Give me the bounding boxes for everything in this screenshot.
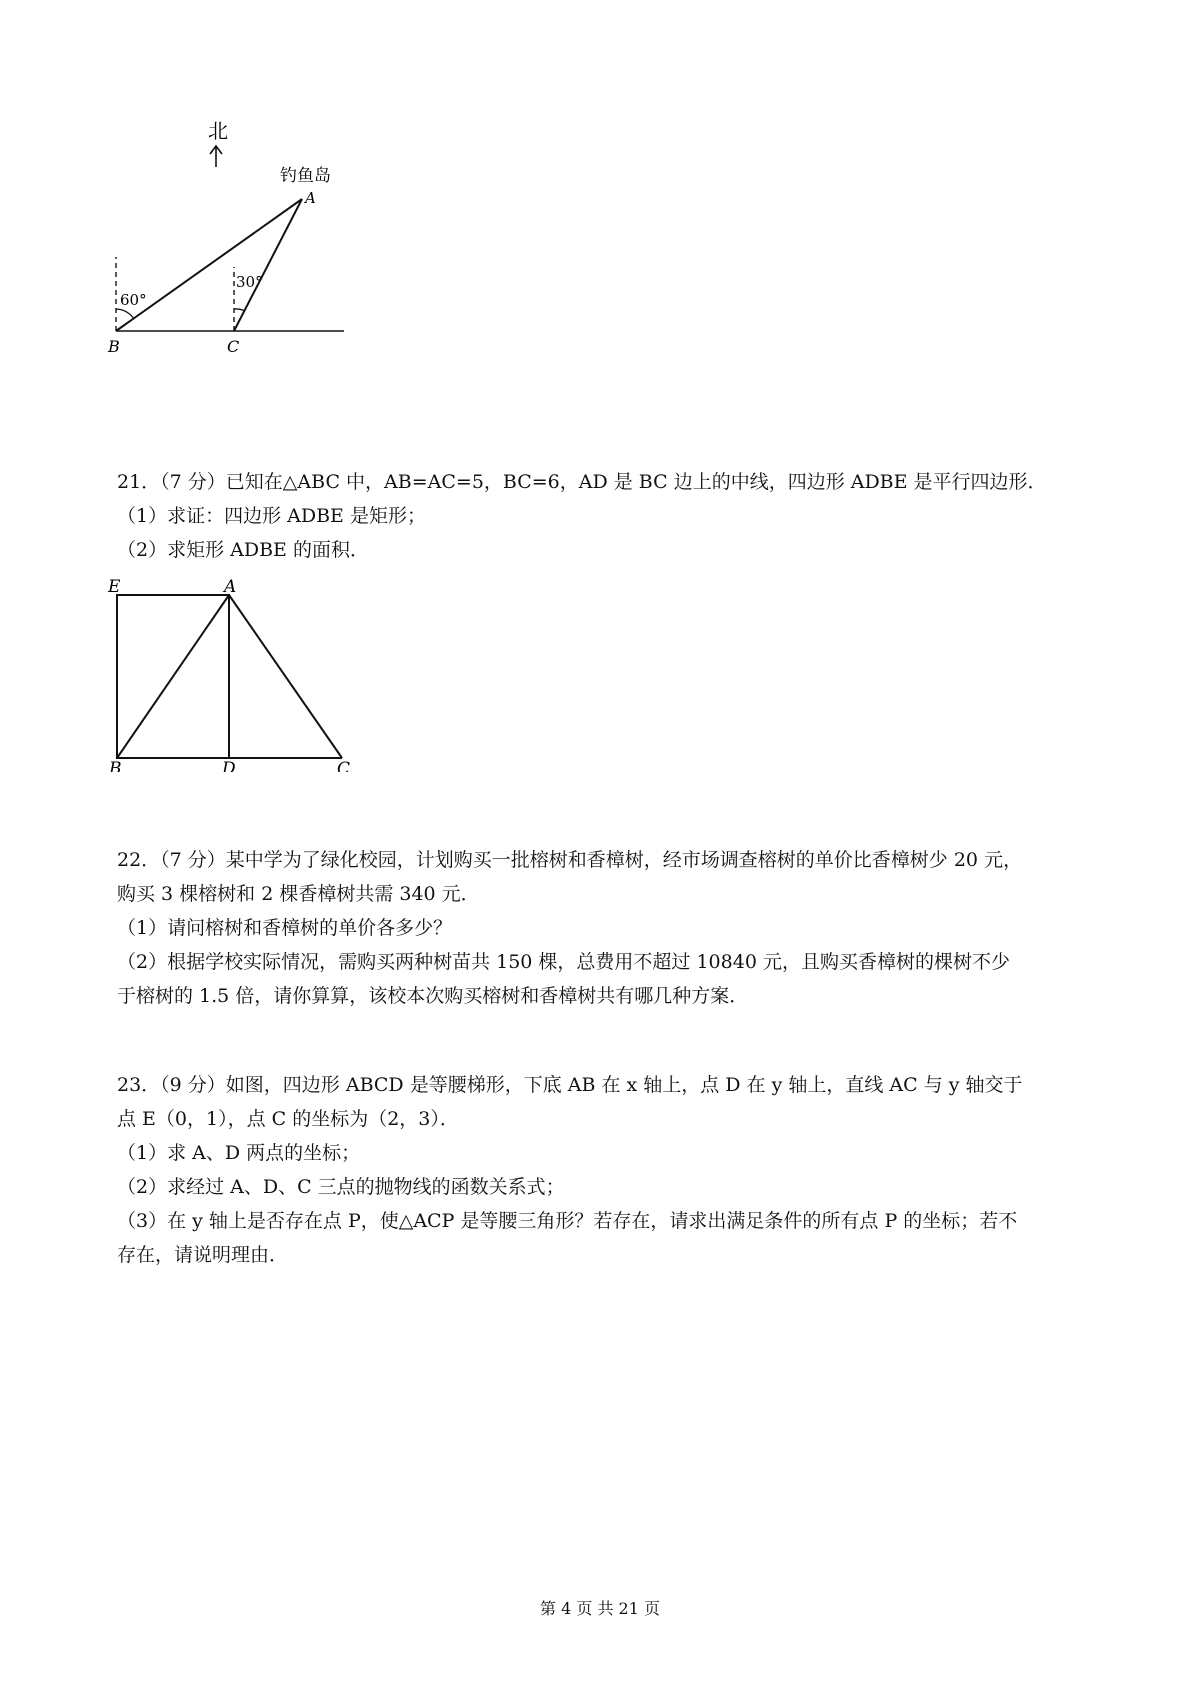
segment-ac (229, 595, 342, 758)
page-footer: 第 4 页 共 21 页 (540, 1599, 660, 1618)
segment-ba (117, 595, 229, 758)
q22-stem-line1: 22．（7 分）某中学为了绿化校园，计划购买一批榕树和香樟树，经市场调查榕树的单价比香樟树少 20 元， (117, 849, 1023, 871)
question-21 (117, 465, 1097, 567)
angle-arc-b (116, 309, 134, 319)
q22-part1: （1）请问榕树和香樟树的单价各多少？ (117, 917, 453, 939)
point-e-label: E (108, 577, 121, 597)
q22-part2-line1: （2）根据学校实际情况，需购买两种树苗共 150 棵，总费用不超过 10840 元，且购买香樟树的棵树不少 (117, 951, 1010, 973)
q21-part1: （1）求证：四边形 ADBE 是矩形； (117, 505, 426, 527)
point-c-label: C (227, 337, 240, 356)
q23-stem-line2: 点 E（0，1），点 C 的坐标为（2，3）． (117, 1108, 459, 1130)
point-a-label: A (305, 189, 316, 207)
figure-diaoyu-island (100, 115, 360, 395)
q21-part2: （2）求矩形 ADBE 的面积． (117, 539, 369, 561)
angle-b-label: 60° (120, 291, 147, 309)
figure-diaoyu-svg (100, 115, 360, 395)
point-c-label: C (337, 759, 351, 772)
point-b-label: B (109, 759, 122, 772)
point-a-label: A (224, 577, 237, 597)
figure-rectangle-svg (100, 572, 360, 772)
point-b-label: B (108, 337, 120, 356)
q23-stem-line1: 23．（9 分）如图，四边形 ABCD 是等腰梯形，下底 AB 在 x 轴上，点 D 在 y 轴上，直线 AC 与 y 轴交于 (117, 1074, 1023, 1096)
island-label: 钓鱼岛 (280, 166, 331, 186)
point-d-label: D (222, 759, 236, 772)
question-23 (117, 1068, 1097, 1272)
q23-part2: （2）求经过 A、D、C 三点的抛物线的函数关系式； (117, 1176, 565, 1198)
segment-ba (116, 199, 302, 331)
angle-c-label: 30° (236, 273, 263, 291)
q23-part3-line2: 存在，请说明理由． (117, 1244, 289, 1266)
q21-stem: 21．（7 分）已知在△ABC 中，AB=AC=5，BC=6，AD 是 BC 边上的中线，四边形 ADBE 是平行四边形． (117, 471, 1047, 493)
q22-part2-line2: 于榕树的 1.5 倍，请你算算，该校本次购买榕树和香樟树共有哪几种方案． (117, 985, 749, 1007)
question-22 (117, 843, 1097, 1013)
figure-rectangle-adbe (100, 572, 360, 772)
q23-part1: （1）求 A、D 两点的坐标； (117, 1142, 361, 1164)
north-label: 北 (208, 119, 228, 143)
q22-stem-line2: 购买 3 棵榕树和 2 棵香樟树共需 340 元． (117, 883, 480, 905)
q23-part3-line1: （3）在 y 轴上是否存在点 P，使△ACP 是等腰三角形？若存在，请求出满足条件的所有点 P 的坐标；若不 (117, 1210, 1018, 1232)
angle-arc-c (234, 309, 245, 311)
